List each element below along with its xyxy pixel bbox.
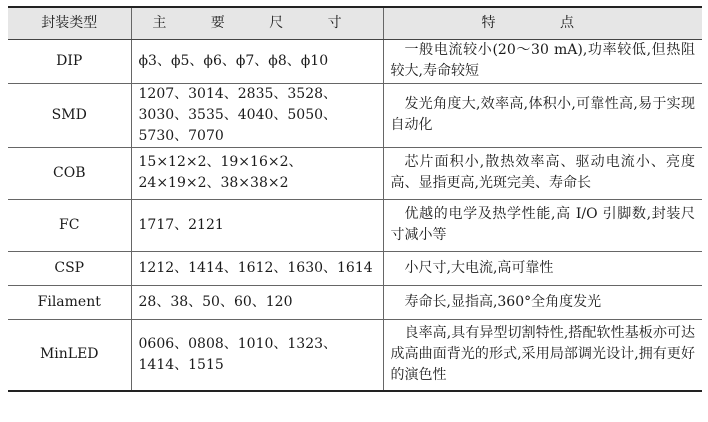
table-row (8, 319, 702, 391)
table-row (8, 147, 702, 199)
package-table (8, 6, 702, 392)
package-type-cell: FC (8, 199, 131, 251)
table-row (8, 83, 702, 147)
table-row (8, 199, 702, 251)
features-cell: 良率高,具有异型切割特性,搭配软性基板亦可达成高曲面背光的形式,采用局部调光设计,拥有更好的演色性 (383, 319, 702, 391)
features-cell: 寿命长,显指高,360°全角度发光 (383, 285, 702, 319)
dimensions-cell: 1212、1414、1612、1630、1614 (131, 251, 383, 285)
package-type-cell: MinLED (8, 319, 131, 391)
header-features: 特 点 (383, 7, 702, 39)
package-type-cell: DIP (8, 39, 131, 83)
package-type-cell: Filament (8, 285, 131, 319)
header-package-type: 封装类型 (8, 7, 131, 39)
features-cell: 芯片面积小,散热效率高、驱动电流小、亮度高、显指更高,光斑完美、寿命长 (383, 147, 702, 199)
header-row (8, 7, 702, 39)
features-cell: 小尺寸,大电流,高可靠性 (383, 251, 702, 285)
table-row (8, 251, 702, 285)
table-row (8, 285, 702, 319)
features-cell: 一般电流较小(20～30 mA),功率较低,但热阻较大,寿命较短 (383, 39, 702, 83)
table-row (8, 39, 702, 83)
features-cell: 优越的电学及热学性能,高 I/O 引脚数,封装尺寸减小等 (383, 199, 702, 251)
dimensions-cell: 15×12×2、19×16×2、24×19×2、38×38×2 (131, 147, 383, 199)
features-cell: 发光角度大,效率高,体积小,可靠性高,易于实现自动化 (383, 83, 702, 147)
dimensions-cell: 1207、3014、2835、3528、3030、3535、4040、5050、5730、7070 (131, 83, 383, 147)
dimensions-cell: ϕ3、ϕ5、ϕ6、ϕ7、ϕ8、ϕ10 (131, 39, 383, 83)
header-main-dimensions: 主 要 尺 寸 (131, 7, 383, 39)
dimensions-cell: 1717、2121 (131, 199, 383, 251)
dimensions-cell: 28、38、50、60、120 (131, 285, 383, 319)
dimensions-cell: 0606、0808、1010、1323、1414、1515 (131, 319, 383, 391)
package-type-cell: CSP (8, 251, 131, 285)
package-type-cell: COB (8, 147, 131, 199)
package-type-cell: SMD (8, 83, 131, 147)
